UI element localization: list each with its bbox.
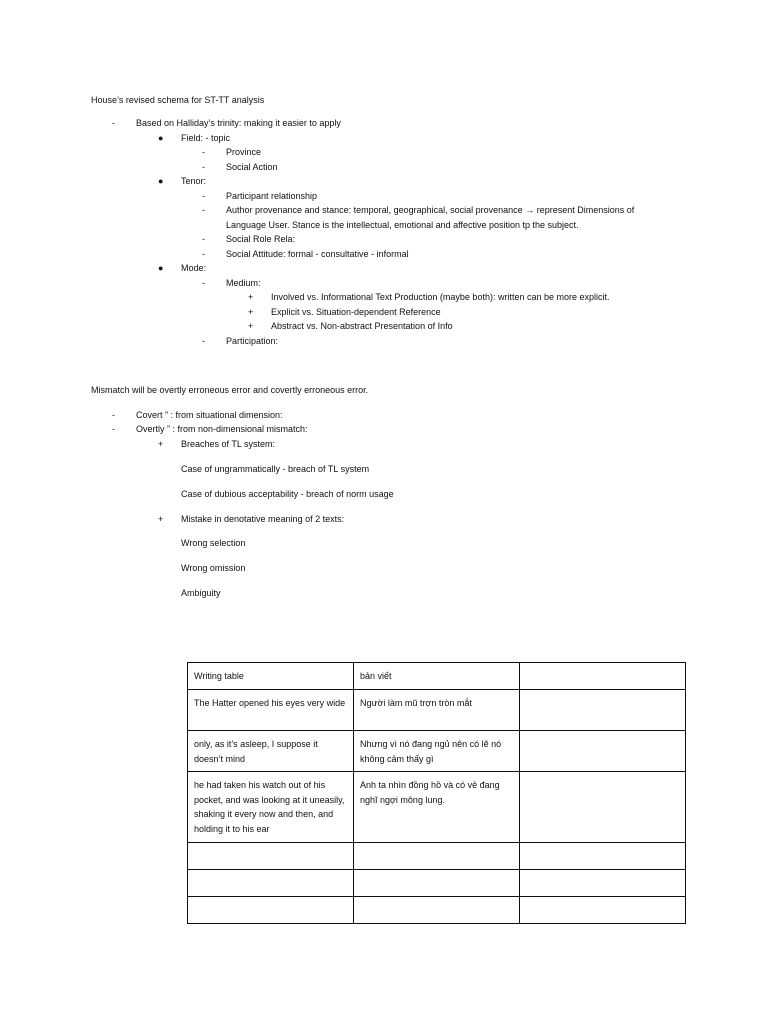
table-row [188, 870, 686, 897]
dash-marker: - [202, 205, 205, 215]
table-cell [520, 843, 686, 870]
medium-item: Abstract vs. Non-abstract Presentation of Info [271, 321, 453, 331]
dash-marker: - [202, 336, 205, 346]
plus-marker: + [248, 292, 254, 302]
bullet-icon: ● [158, 133, 164, 143]
field-item: Province [226, 147, 262, 157]
table-row [188, 731, 686, 772]
mistake-item: Wrong selection [181, 538, 246, 548]
bullet-icon: ● [158, 263, 164, 273]
breaches-item: Case of ungrammatically - breach of TL system [181, 464, 370, 474]
dash-marker: - [112, 424, 115, 434]
participation-label: Participation: [226, 336, 279, 346]
table-cell [520, 690, 686, 731]
covert-item: Covert ” : from situational dimension: [136, 410, 283, 420]
medium-item: Explicit vs. Situation-dependent Reference [271, 307, 441, 317]
table-row [188, 663, 686, 690]
table-row [188, 690, 686, 731]
table-cell [354, 843, 520, 870]
breaches-item: Case of dubious acceptability - breach of norm usage [181, 489, 394, 499]
overtly-item: Overtly ” : from non-dimensional mismatch: [136, 424, 308, 434]
mistake-item: Ambiguity [181, 588, 221, 598]
table-cell: The Hatter opened his eyes very wide [188, 690, 354, 731]
mistake-item: Wrong omission [181, 563, 246, 573]
medium-item: Involved vs. Informational Text Production (maybe both): written can be more explicit. [271, 292, 610, 302]
dash-marker: - [112, 410, 115, 420]
mismatch-intro: Mismatch will be overtly erroneous error and covertly erroneous error. [91, 385, 369, 395]
dash-marker: - [202, 234, 205, 244]
table-cell [520, 663, 686, 690]
table-cell [188, 843, 354, 870]
tenor-item-continuation: Language User. Stance is the intellectual, emotional and affective position tp the subject. [226, 220, 579, 230]
table-cell [520, 897, 686, 924]
plus-marker: + [248, 321, 254, 331]
plus-marker: + [158, 439, 164, 449]
tenor-item: Author provenance and stance: temporal, geographical, social provenance → represent Dimensions of [226, 205, 635, 215]
table-row [188, 772, 686, 843]
table-cell: Nhưng vì nó đang ngủ nên có lẽ nó không cảm thấy gì [354, 731, 520, 772]
table-row [188, 843, 686, 870]
table-row [188, 897, 686, 924]
halliday-item: Based on Halliday’s trinity: making it easier to apply [136, 118, 341, 128]
plus-marker: + [248, 307, 254, 317]
field-label: Field: - topic [181, 133, 231, 143]
table-cell: Người làm mũ trợn tròn mắt [354, 690, 520, 731]
table-cell [520, 772, 686, 843]
tenor-item: Participant relationship [226, 191, 318, 201]
tenor-item: Social Attitude: formal - consultative - informal [226, 249, 409, 259]
dash-marker: - [202, 278, 205, 288]
dash-marker: - [112, 118, 115, 128]
bullet-icon: ● [158, 176, 164, 186]
writing-table [187, 662, 686, 924]
tenor-label: Tenor: [181, 176, 207, 186]
tenor-item: Social Role Rela: [226, 234, 296, 244]
dash-marker: - [202, 147, 205, 157]
field-item: Social Action [226, 162, 278, 172]
table-cell [354, 897, 520, 924]
dash-marker: - [202, 162, 205, 172]
table-cell: only, as it’s asleep, I suppose it doesn’t mind [188, 731, 354, 772]
table-cell: Anh ta nhìn đồng hồ và có vẻ đang nghĩ ngợi mông lung. [354, 772, 520, 843]
table-cell [520, 731, 686, 772]
table-cell [520, 870, 686, 897]
dash-marker: - [202, 249, 205, 259]
document-heading: House’s revised schema for ST-TT analysis [91, 95, 265, 105]
mode-label: Mode: [181, 263, 207, 273]
table-cell: he had taken his watch out of his pocket, and was looking at it uneasily, shaking it every now and then, and holding it to his ear [188, 772, 354, 843]
dash-marker: - [202, 191, 205, 201]
table-cell [188, 897, 354, 924]
medium-label: Medium: [226, 278, 261, 288]
plus-marker: + [158, 514, 164, 524]
table-cell: Writing table [188, 663, 354, 690]
mistake-label: Mistake in denotative meaning of 2 texts: [181, 514, 345, 524]
table-cell: bản viết [354, 663, 520, 690]
table-cell [188, 870, 354, 897]
table-cell [354, 870, 520, 897]
breaches-label: Breaches of TL system: [181, 439, 276, 449]
